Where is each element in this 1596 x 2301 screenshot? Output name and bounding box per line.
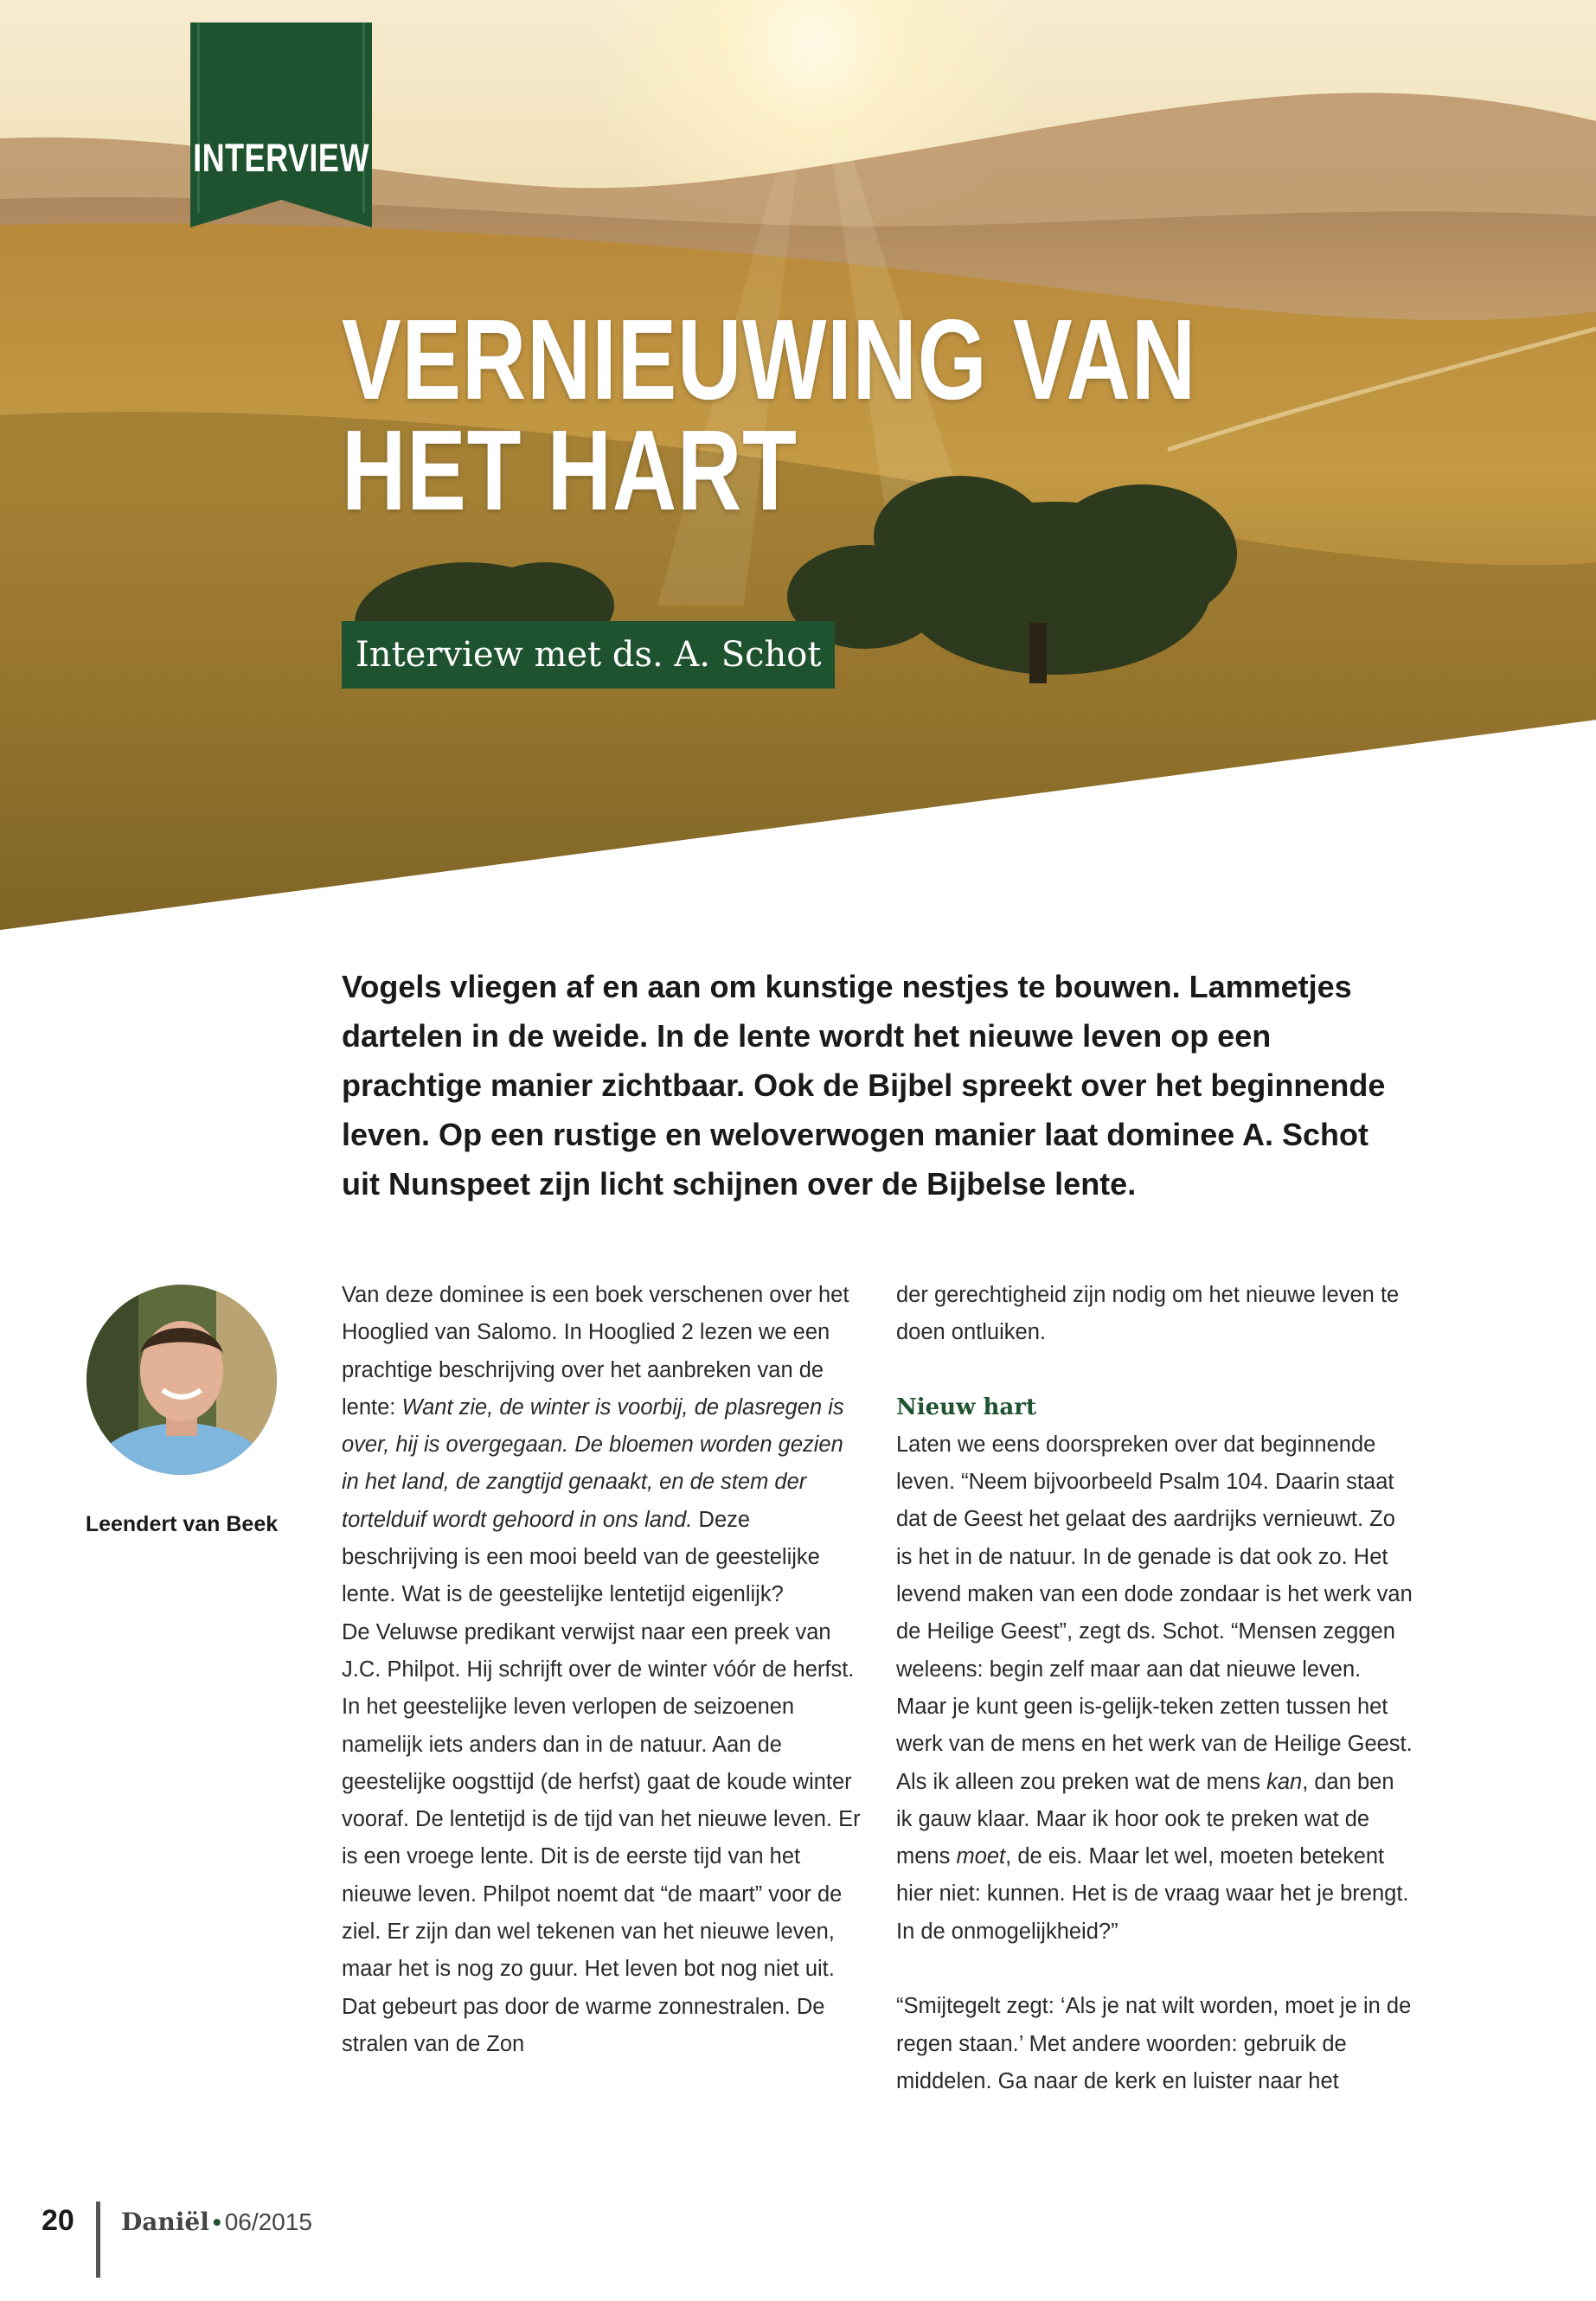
paragraph: der gerechtigheid zijn nodig om het nieuwe leven te doen ontluiken. bbox=[896, 1283, 1400, 1345]
text-run: Deze beschrijving is een mooi beeld van de geestelijke lente. Wat is de geestelijke lentetijd eigenlijk? bbox=[342, 1507, 820, 1607]
footer-divider bbox=[96, 2202, 100, 2278]
text-run: Van deze dominee is een boek verschenen over het Hooglied van Salomo. In Hooglied 2 lezen we een prachtige beschrijving over het aanbreken van de lente: bbox=[342, 1283, 849, 1420]
text-run: , de eis. Maar let wel, moeten betekent hier niet: kunnen. Het is de vraag waar het je brengt. In de onmogelijkheid?” bbox=[896, 1844, 1409, 1944]
paragraph: De Veluwse predikant verwijst naar een preek van J.C. Philpot. Hij schrijft over de winter vóór de herfst. In het geestelijke leven verlopen de seizoenen namelijk iets anders dan in de natuur. Aan de geestelijke oogsttijd (de herfst) gaat de koude winter vooraf. De lentetijd is de tijd van het nieuwe leven. Er is een vroege lente. Dit is de eerste tijd van het nieuwe leven. Philpot noemt dat “de maart” voor de ziel. Er zijn dan wel tekenen van het nieuwe leven, maar het is nog zo guur. Het leven bot nog niet uit. Dat gebeurt pas door de warme zonnestralen. De stralen van de Zon bbox=[342, 1619, 861, 2056]
emphasis: kan bbox=[1266, 1769, 1303, 1794]
section-label: INTERVIEW bbox=[193, 135, 369, 180]
paragraph: “Smijtegelt zegt: ‘Als je nat wilt worden, moet je in de regen staan.’ Met andere woorden: gebruik de middelen. Ga naar de kerk en luister naar het bbox=[896, 1994, 1412, 2093]
author-avatar bbox=[87, 1285, 277, 1475]
issue-date: 06/2015 bbox=[224, 2208, 312, 2235]
footer-magazine bbox=[121, 2208, 312, 2236]
text-run: , dan ben ik gauw klaar. Maar ik hoor ook te preken wat de mens bbox=[896, 1769, 1394, 1869]
intro-paragraph: Vogels vliegen af en aan om kunstige nestjes te bouwen. Lammetjes dartelen in de weide. In de lente wordt het nieuwe leven op een prachtige manier zichtbaar. Ook de Bijbel spreekt over het beginnende leven. Op een rustige en weloverwogen manier laat dominee A. Schot uit Nunspeet zijn licht schijnen over de Bijbelse lente. bbox=[342, 969, 1386, 1202]
section-subheading: Nieuw hart bbox=[896, 1394, 1036, 1420]
emphasis: moet bbox=[956, 1844, 1006, 1869]
subtitle-banner: Interview met ds. A. Schot bbox=[342, 621, 835, 689]
title-line-2: HET HART bbox=[342, 407, 798, 534]
page-number: 20 bbox=[42, 2204, 74, 2237]
author-name: Leendert van Beek bbox=[85, 1512, 279, 1536]
section-badge bbox=[190, 22, 372, 228]
title-line-1: VERNIEUWING VAN bbox=[342, 296, 1196, 423]
text-run: Laten we eens doorspreken over dat beginnende leven. “Neem bijvoorbeeld Psalm 104. Daarin staat dat de Geest het gelaat des aardrijks vernieuwt. Zo is het in de natuur. In de genade is dat ook zo. Het levend maken van een dode zondaar is het werk van de Heilige Geest”, zegt ds. Schot. “Mensen zeggen weleens: begin zelf maar aan dat nieuwe leven. Maar je kunt geen is-gelijk-teken zetten tussen het werk van de mens en het werk van de Heilige Geest. Als ik alleen zou preken wat de mens bbox=[896, 1432, 1413, 1794]
paragraph bbox=[896, 1426, 1415, 1951]
article-column-1 bbox=[342, 1277, 861, 2063]
bible-quote: Want zie, de winter is voorbij, de plasregen is over, hij is overgegaan. De bloemen worden gezien in het land, de zangtijd genaakt, en de stem der tortelduif wordt gehoord in ons land. bbox=[342, 1394, 844, 1532]
paragraph bbox=[342, 1277, 861, 1614]
article-column-2 bbox=[896, 1277, 1415, 2100]
separator-dot: • bbox=[212, 2208, 221, 2235]
page-title bbox=[342, 296, 1196, 534]
magazine-name: Daniël bbox=[121, 2208, 209, 2236]
